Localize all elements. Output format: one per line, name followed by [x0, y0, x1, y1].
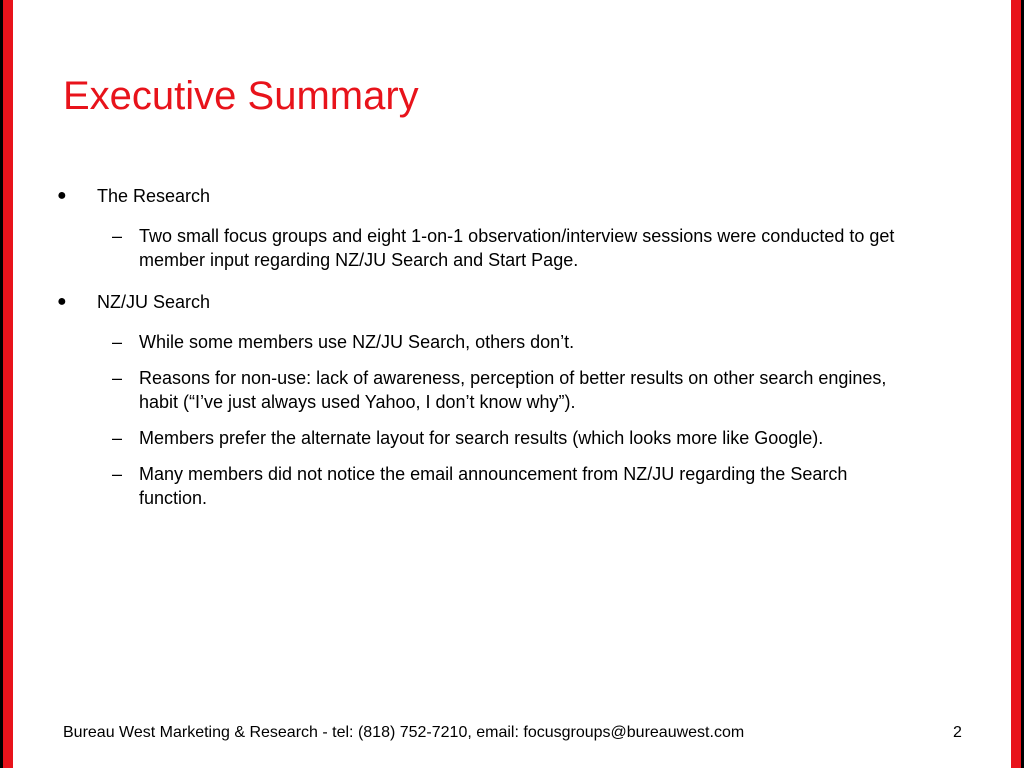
page-number: 2	[953, 724, 962, 741]
list-item-text: Many members did not notice the email announcement from NZ/JU regarding the Search function.	[139, 464, 848, 508]
dash-icon: –	[112, 368, 123, 388]
slide-body	[13, 184, 1011, 510]
list-item-text: Members prefer the alternate layout for search results (which looks more like Google).	[139, 428, 824, 448]
list-item	[13, 426, 939, 450]
slide-page	[13, 0, 1011, 768]
section-heading-label: The Research	[97, 186, 211, 206]
slide-title: Executive Summary	[63, 74, 419, 118]
list-item-text: Two small focus groups and eight 1-on-1 observation/interview sessions were conducted to get member input regarding NZ/JU Search and Start Page.	[139, 226, 895, 270]
list-item	[13, 366, 909, 414]
dash-icon: –	[112, 428, 123, 448]
section-heading-label: NZ/JU Search	[97, 292, 211, 312]
dash-icon: –	[112, 332, 123, 352]
list-item	[13, 462, 909, 510]
section-heading-research	[13, 184, 1011, 208]
list-item	[13, 224, 909, 272]
dash-icon: –	[112, 226, 123, 246]
list-item-text: While some members use NZ/JU Search, others don’t.	[139, 332, 575, 352]
list-item-text: Reasons for non-use: lack of awareness, perception of better results on other search engines, habit (“I’ve just always used Yahoo, I don’t know why”).	[139, 368, 887, 412]
section-heading-search	[13, 290, 1011, 314]
dash-icon: –	[112, 464, 123, 484]
bullet-icon: ●	[57, 187, 67, 204]
slide-footer: Bureau West Marketing & Research - tel: (818) 752-7210, email: focusgroups@bureauwest.com	[63, 724, 745, 741]
bullet-icon: ●	[57, 293, 67, 310]
list-item	[13, 330, 909, 354]
